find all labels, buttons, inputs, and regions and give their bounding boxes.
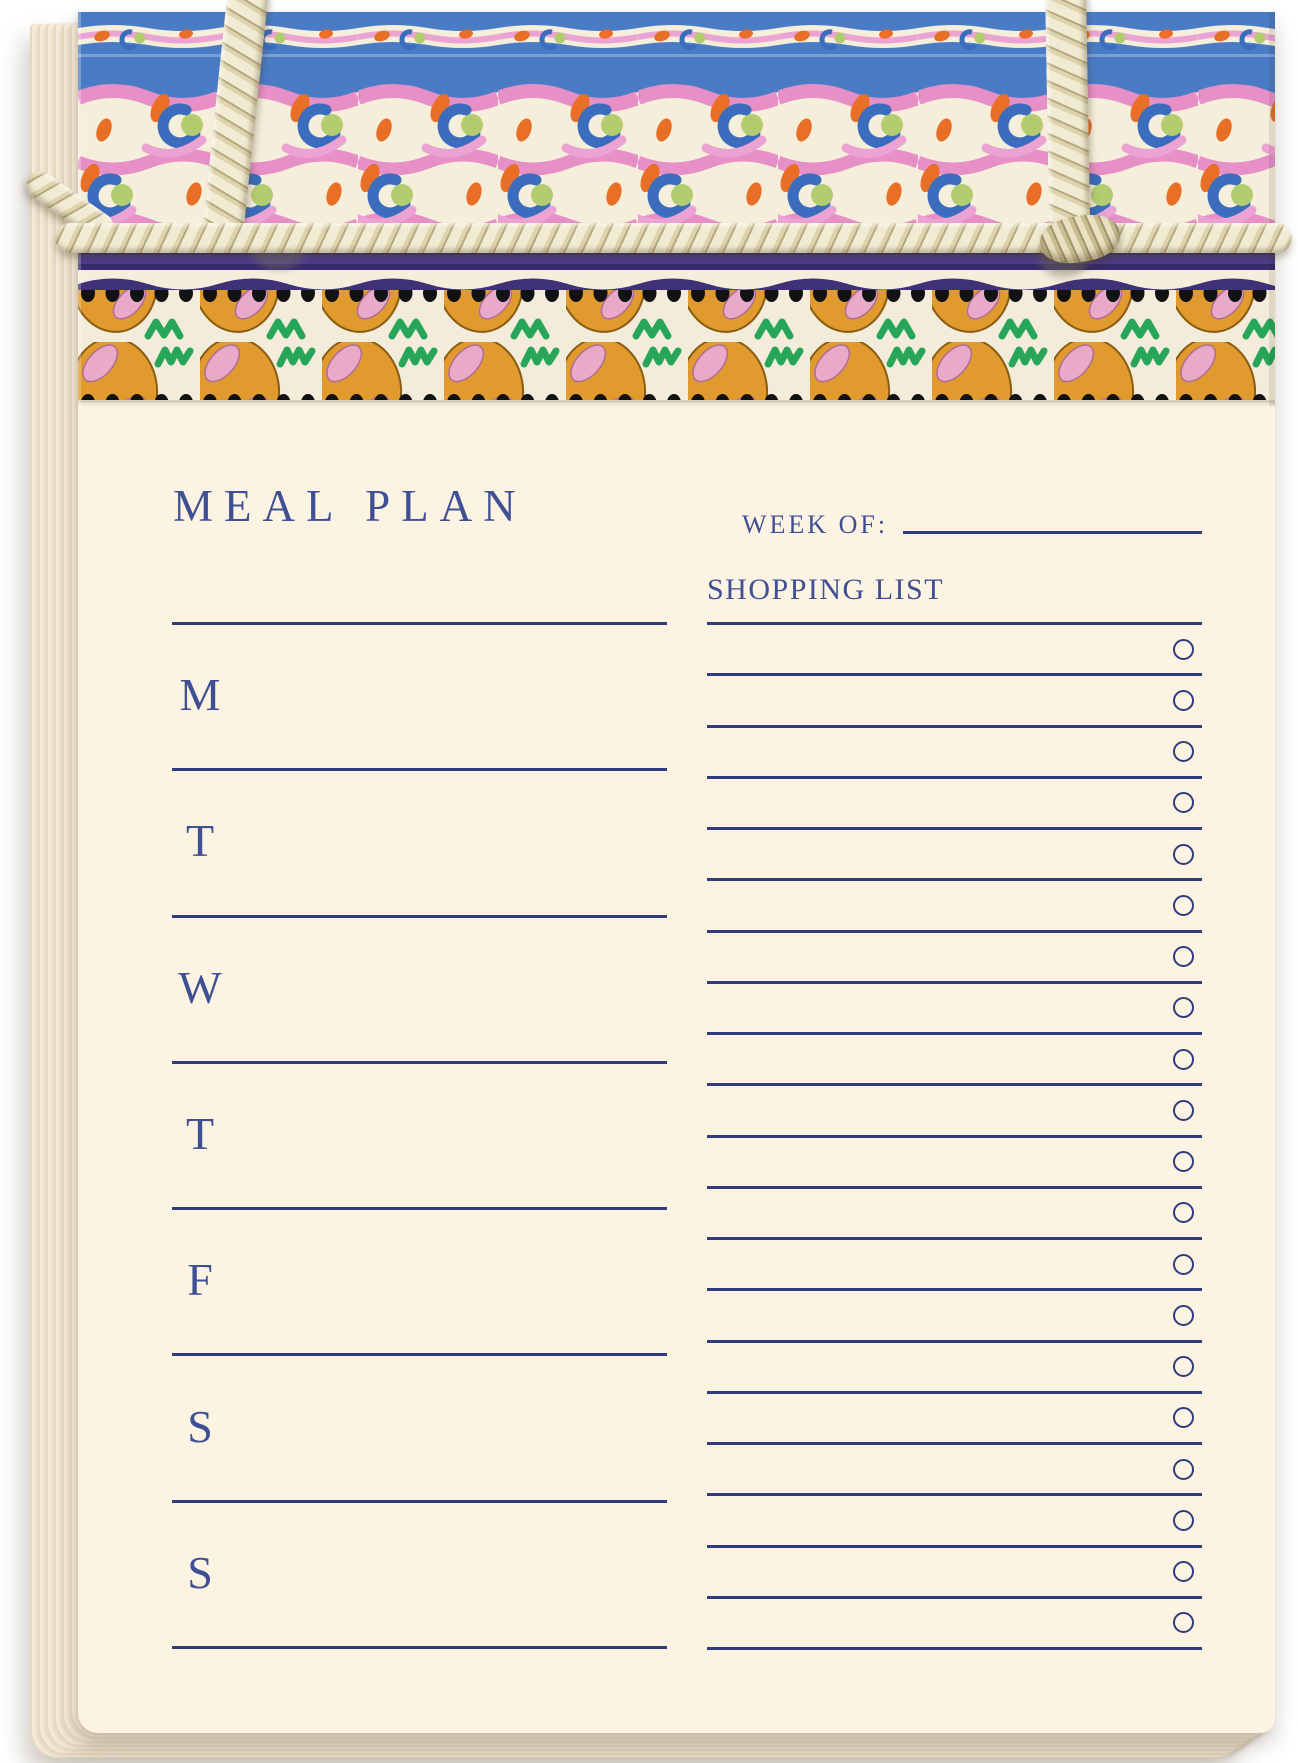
meal-plan-column [172,622,667,1649]
shopping-row [707,1394,1202,1445]
page-title: MEAL PLAN [173,481,527,531]
day-label: F [187,1254,213,1306]
day-row [172,1064,667,1210]
day-row [172,771,667,917]
day-label: T [185,1107,215,1159]
shopping-list-column [707,622,1202,1650]
checkbox-circle-icon [1173,1459,1194,1480]
shopping-rows [707,625,1202,1650]
shopping-row [707,779,1202,830]
checkbox-circle-icon [1173,1407,1194,1428]
checkbox-circle-icon [1173,690,1194,711]
checkbox-circle-icon [1173,1254,1194,1275]
shopping-row [707,881,1202,932]
shopping-row [707,1496,1202,1547]
day-label: S [187,1546,213,1598]
checkbox-circle-icon [1173,895,1194,916]
checkbox-circle-icon [1173,1612,1194,1633]
shopping-row [707,1291,1202,1342]
day-label: M [179,668,221,720]
meal-plan-notepad-page [78,12,1275,1733]
shopping-row [707,1189,1202,1240]
day-row [172,625,667,771]
meal-line [172,1646,667,1649]
checkbox-circle-icon [1173,1510,1194,1531]
checkbox-circle-icon [1173,639,1194,660]
checkbox-circle-icon [1173,1356,1194,1377]
orange-fruit-band [78,290,1275,400]
day-row [172,1356,667,1502]
checkbox-circle-icon [1173,1305,1194,1326]
checkbox-circle-icon [1173,946,1194,967]
day-row [172,1210,667,1356]
checkbox-circle-icon [1173,1100,1194,1121]
shopping-row [707,625,1202,676]
day-label: T [185,815,215,867]
day-label: W [178,961,222,1013]
shopping-list-title: SHOPPING LIST [707,573,945,606]
shopping-row [707,984,1202,1035]
week-of-input-line [903,531,1202,534]
shopping-line [707,1647,1202,1650]
checkbox-circle-icon [1173,1049,1194,1070]
day-row [172,918,667,1064]
checkbox-circle-icon [1173,1561,1194,1582]
shopping-row [707,830,1202,881]
week-of-label: WEEK OF: [742,510,889,539]
shopping-row [707,1086,1202,1137]
shopping-row [707,728,1202,779]
shopping-row [707,1240,1202,1291]
checkbox-circle-icon [1173,844,1194,865]
shopping-row [707,1599,1202,1650]
shopping-row [707,1548,1202,1599]
shopping-row [707,1035,1202,1086]
shopping-row [707,676,1202,727]
shopping-row [707,1138,1202,1189]
checkbox-circle-icon [1173,741,1194,762]
shopping-row [707,933,1202,984]
checkbox-circle-icon [1173,792,1194,813]
shopping-row [707,1445,1202,1496]
twine-rope-vertical-right [1045,0,1091,250]
shopping-row [707,1343,1202,1394]
checkbox-circle-icon [1173,997,1194,1018]
day-rows [172,625,667,1649]
day-label: S [187,1400,213,1452]
checkbox-circle-icon [1173,1151,1194,1172]
day-row [172,1503,667,1649]
checkbox-circle-icon [1173,1202,1194,1223]
